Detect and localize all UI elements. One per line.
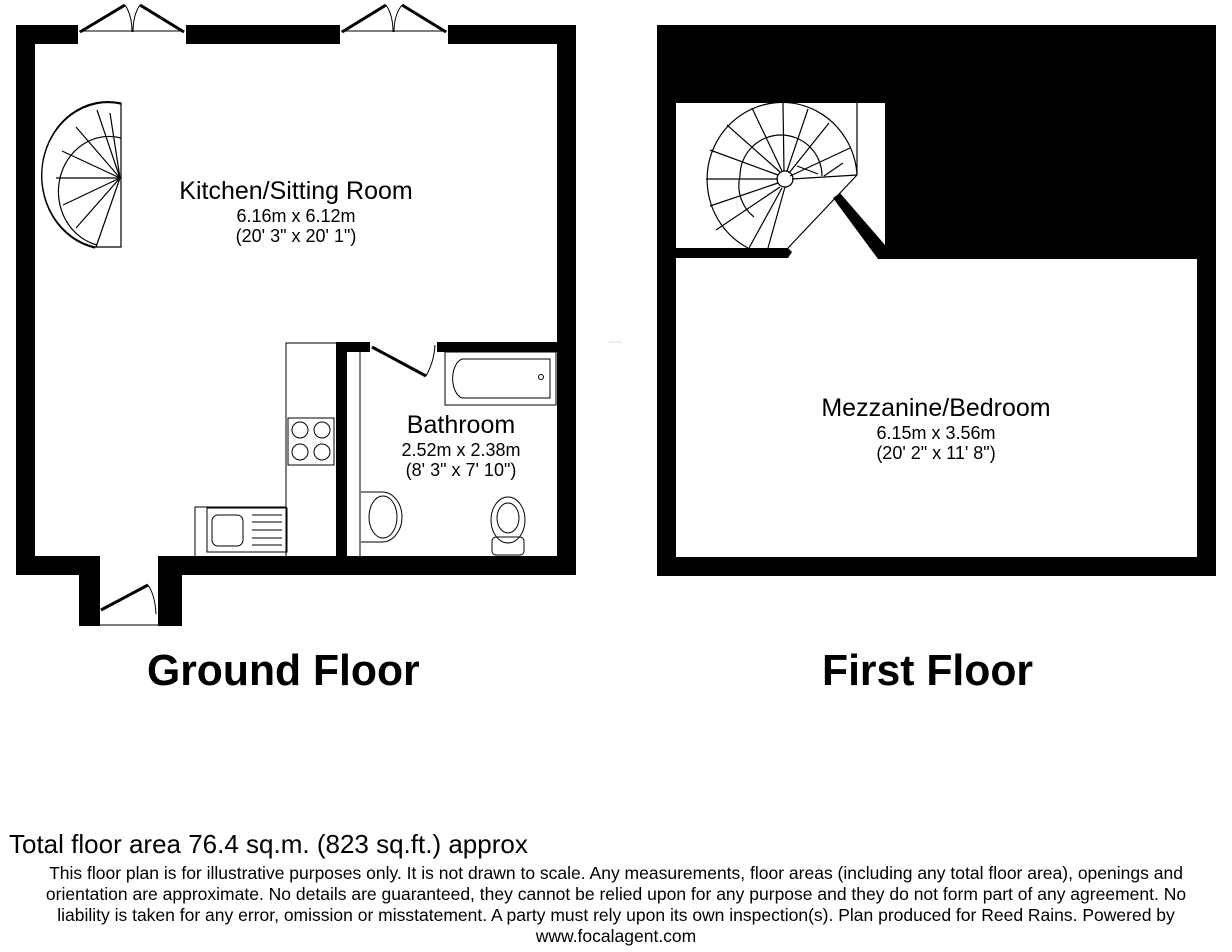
hob-icon: [288, 418, 334, 465]
disclaimer-website: www.focalagent.com: [535, 926, 697, 946]
bathroom-door-icon: [372, 345, 435, 376]
bathroom-wall-north-right: [437, 342, 559, 352]
wall-north-segment: [186, 25, 340, 44]
room-name: Kitchen/Sitting Room: [179, 177, 413, 205]
entrance-wall-left: [79, 556, 100, 626]
bathroom-wall-west: [336, 342, 347, 559]
ground-floor-plan: [16, 25, 576, 626]
first-floor-plan: [657, 25, 1216, 576]
wall-west: [657, 25, 676, 576]
wall-south: [657, 557, 1216, 576]
wall-south-segment: [163, 556, 576, 575]
disclaimer: [0, 863, 1232, 947]
bathroom-wall-north-left: [336, 342, 370, 352]
bath-icon: [445, 352, 556, 405]
room-label-mezzanine-bedroom: [786, 394, 1086, 464]
room-name: Mezzanine/Bedroom: [821, 394, 1051, 422]
wall-north-segment: [16, 25, 78, 44]
room-dimensions-imperial: (20' 3" x 20' 1"): [235, 226, 357, 247]
disclaimer-line: This floor plan is for illustrative purposes only. It is not drawn to scale. Any measurements, floor areas (including any total floor area), openings and: [49, 863, 1183, 883]
disclaimer-line: orientation are approximate. No details are guaranteed, they cannot be relied upon for any purpose and they do not form part of any agreement. No: [45, 884, 1187, 904]
wall-east: [557, 25, 576, 575]
french-doors-icon: [79, 5, 184, 32]
room-name: Bathroom: [406, 411, 516, 439]
room-dimensions-imperial: (20' 2" x 11' 8"): [876, 443, 996, 464]
landing-wall: [676, 248, 792, 258]
wash-basin-icon: [361, 492, 402, 542]
floor-title-ground: Ground Floor: [147, 646, 420, 695]
french-doors-icon: [341, 5, 447, 32]
room-dimensions-metric: 6.15m x 3.56m: [876, 422, 996, 443]
void-area-right: [885, 25, 1216, 259]
wall-north-segment: [448, 25, 576, 44]
spiral-staircase-icon: [706, 102, 857, 248]
entrance-door-icon: [100, 585, 158, 625]
stair-balustrade-wall: [833, 193, 885, 259]
disclaimer-line: liability is taken for any error, omission or misstatement. A party must rely upon its own inspection(s). Plan produced for Reed Rains. Powered by: [57, 905, 1175, 925]
entrance-wall-right: [158, 556, 182, 626]
room-label-kitchen-sitting-room: [146, 177, 446, 247]
total-floor-area: Total floor area 76.4 sq.m. (823 sq.ft.) approx: [9, 829, 528, 859]
sink-icon: [207, 508, 287, 552]
floor-title-first: First Floor: [822, 646, 1034, 695]
room-label-bathroom: [361, 411, 561, 481]
room-dimensions-metric: 6.16m x 6.12m: [236, 205, 356, 226]
wall-west: [16, 25, 35, 575]
spiral-staircase-icon: [42, 102, 121, 248]
room-dimensions-imperial: (8' 3" x 7' 10"): [405, 460, 517, 481]
toilet-icon: [491, 497, 525, 555]
room-dimensions-metric: 2.52m x 2.38m: [401, 439, 521, 460]
